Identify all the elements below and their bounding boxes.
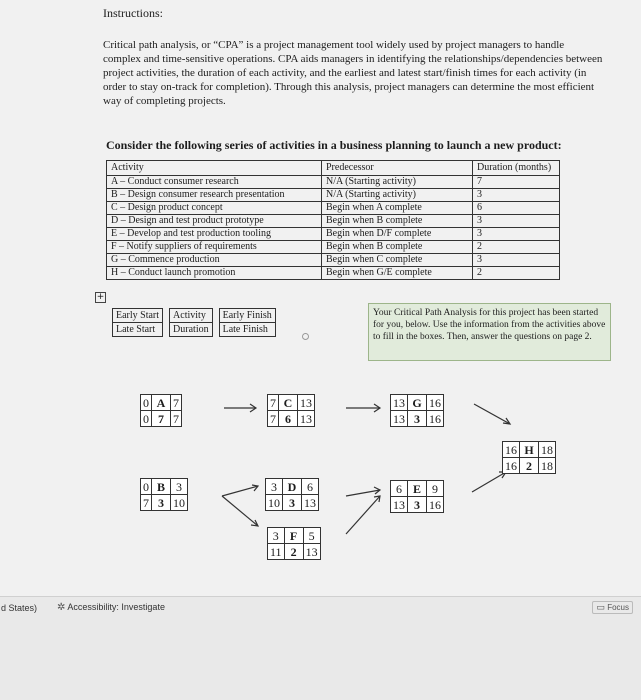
legend-early-finish: Early Finish: [219, 309, 275, 323]
table-cell: Begin when A complete: [322, 202, 473, 215]
node-c: 7 C 13 7 6 13: [267, 394, 315, 427]
node-h: 16 H 18 16 2 18: [502, 441, 556, 474]
legend-late-start: Late Start: [113, 323, 163, 337]
table-cell: Begin when B complete: [322, 241, 473, 254]
table-cell: Begin when D/F complete: [322, 228, 473, 241]
arrow-e-h: [472, 472, 506, 492]
node-f: 3 F 5 11 2 13: [267, 527, 321, 560]
table-cell: N/A (Starting activity): [322, 176, 473, 189]
node-g: 13 G 16 13 3 16: [390, 394, 444, 427]
intro-paragraph: Critical path analysis, or “CPA” is a project management tool widely used by project managers to handle complex and time-sensitive operations. CPA aids managers in identifying the relationships/dependencies between project activities, the duration of each activity, and the earliest and latest start/finish times for each activity (in order to stay on-track for completion). Through this analysis, project managers can determine the most efficient way of completing projects.: [103, 39, 603, 107]
status-bar: [0, 596, 641, 619]
table-cell: E – Develop and test production tooling: [107, 228, 322, 241]
expand-icon[interactable]: +: [96, 292, 105, 302]
table-cell: D – Design and test product prototype: [107, 215, 322, 228]
table-header-cell: Activity: [107, 161, 322, 176]
table-cell: A – Conduct consumer research: [107, 176, 322, 189]
table-cell: 3: [473, 189, 560, 202]
arrow-f-e: [346, 496, 380, 534]
table-cell: F – Notify suppliers of requirements: [107, 241, 322, 254]
table-cell: Begin when C complete: [322, 254, 473, 267]
table-cell: 2: [473, 267, 560, 280]
table-cell: 7: [473, 176, 560, 189]
focus-button[interactable]: [592, 601, 633, 614]
language-status[interactable]: d States): [1, 603, 38, 613]
focus-icon: ▭: [596, 602, 605, 612]
node-d: 3 D 6 10 3 13: [265, 478, 319, 511]
node-a: 0 A 7 0 7 7: [140, 394, 182, 427]
arrow-b-d: [222, 486, 258, 496]
instructions-heading: Instructions:: [103, 6, 163, 20]
table-cell: Begin when G/E complete: [322, 267, 473, 280]
table-cell: H – Conduct launch promotion: [107, 267, 322, 280]
table-cell: Begin when B complete: [322, 215, 473, 228]
table-header-cell: Duration (months): [473, 161, 560, 176]
arrow-g-h: [474, 404, 510, 424]
focus-label: Focus: [607, 603, 629, 612]
legend-early-start: Early Start: [113, 309, 163, 323]
arrow-b-f: [222, 496, 258, 526]
accessibility-status[interactable]: [57, 602, 165, 613]
table-cell: G – Commence production: [107, 254, 322, 267]
accessibility-icon: ✲: [57, 602, 66, 613]
table-cell: 6: [473, 202, 560, 215]
node-b: 0 B 3 7 3 10: [140, 478, 188, 511]
instruction-note: Your Critical Path Analysis for this project has been started for you, below. Use the information from the activities above to fill in the boxes. Then, answer the questions on page 2.: [368, 303, 611, 361]
table-cell: B – Design consumer research presentation: [107, 189, 322, 202]
node-e: 6 E 9 13 3 16: [390, 480, 444, 513]
table-cell: C – Design product concept: [107, 202, 322, 215]
table-cell: 3: [473, 254, 560, 267]
table-cell: 2: [473, 241, 560, 254]
table-cell: 3: [473, 228, 560, 241]
arrow-d-e: [346, 490, 380, 496]
table-cell: 3: [473, 215, 560, 228]
legend-duration: Duration: [170, 323, 213, 337]
table-header-cell: Predecessor: [322, 161, 473, 176]
accessibility-label: Accessibility: Investigate: [67, 602, 165, 612]
table-cell: N/A (Starting activity): [322, 189, 473, 202]
legend-late-finish: Late Finish: [219, 323, 275, 337]
legend-activity: Activity: [170, 309, 213, 323]
consider-heading: Consider the following series of activities in a business planning to launch a new product:: [106, 138, 562, 152]
